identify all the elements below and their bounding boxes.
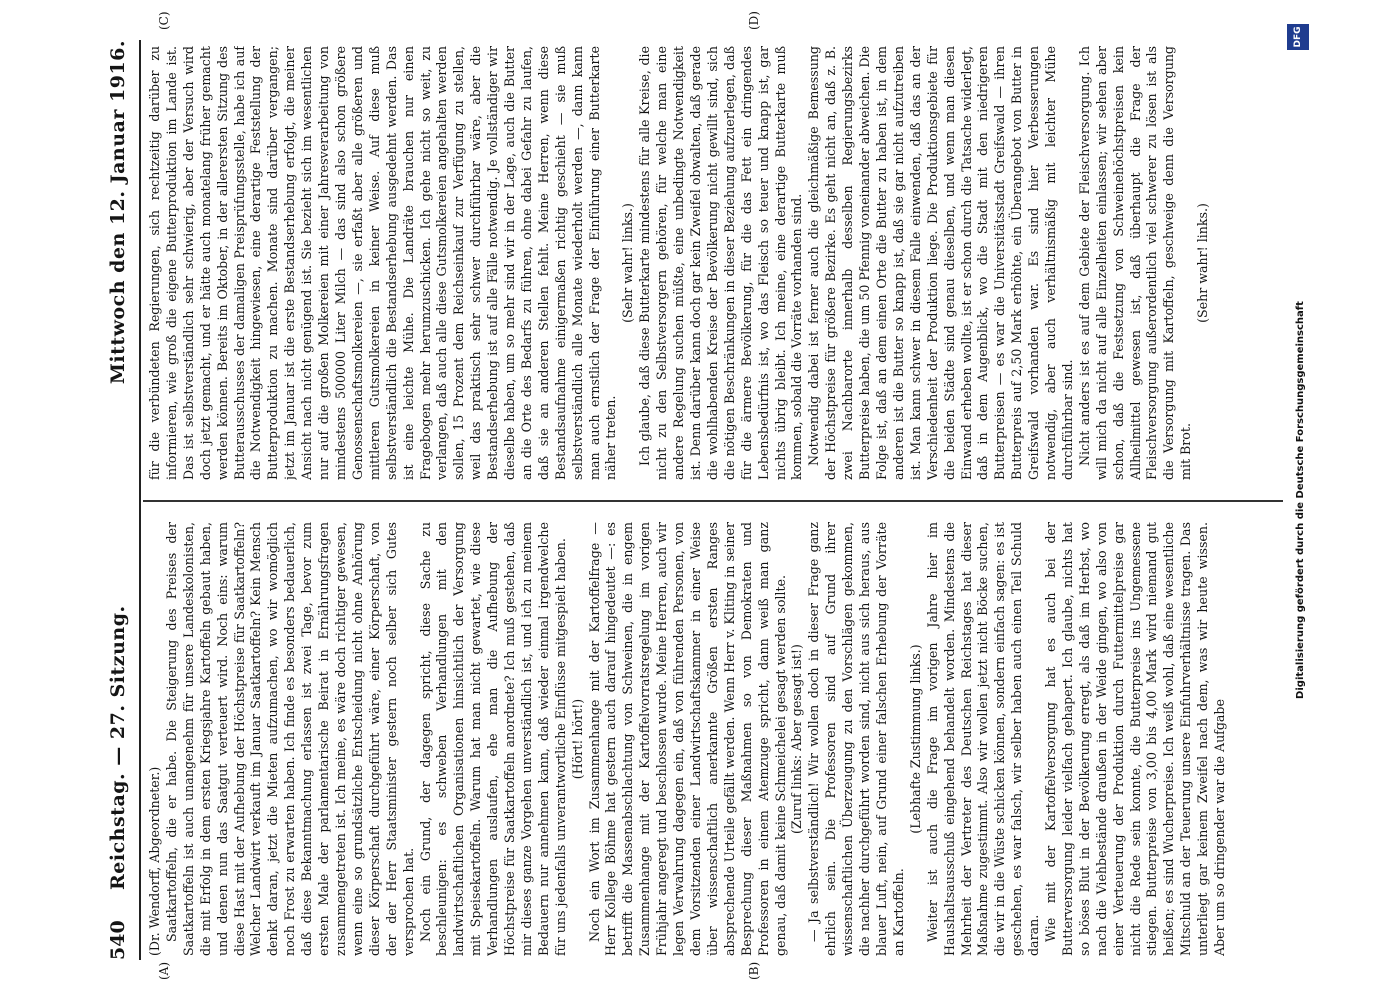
margin-mark-c: (C)	[156, 11, 171, 30]
paragraph: Wie mit der Kartoffelversorgung hat es auch bei der Butterversorgung leider vielfach gehapert. Ich glaube, nichts hat so böses Blut in der Bevölkerung erregt, als daß im Herbst, wo nach die Viehbestände draußen in der Weide gingen, wo also von einer Verteuerung der Produktion durch Futtermittelpreise gar nicht die Rede sein konnte, die Butterpreise ins Ungemessene stiegen. Butterpreise von 3,00 bis 4,00 Mark wird niemand gut heißen; es sind Wucherpreise. Ich weiß wohl, daß eine wesentliche Mitschuld an der Teuerung unsere Einfuhrverhältnisse tragen. Das unterliegt gar keinem Zweifel nach dem, was wir heute wissen. Aber um so dringender war die Aufgabe	[1042, 522, 1227, 956]
margin-mark-b: (B)	[746, 961, 761, 980]
paragraph: Saatkartoffeln, die er habe. Die Steigerung des Preises der Saatkartoffeln ist auch unangenehm für unsere Landeskolonisten, die mit Erfolg in dem ersten Kriegsjahre Kartoffeln gebaut haben, und denen nun das Saatgut verteuert wird. Noch eins: warum diese Hast mit der Aufhebung der Höchstpreise für Saatkartoffeln? Welcher Landwirt verkauft im Januar Saatkartoffeln? Kein Mensch denkt daran, jetzt die Mieten aufzumachen, wo wir womöglich noch Frost zu erwarten haben. Ich finde es besonders bedauerlich, daß diese Bekanntmachung erlassen ist zwei Tage, bevor zum ersten Male der parlamentarische Beirat in Ernährungsfragen zusammengetreten ist. Ich meine, es wäre doch richtiger gewesen, wenn eine so grundsätzliche Entscheidung nicht ohne Anhörung dieser Körperschaft durchgeführt wäre, einer Körperschaft, von der der Herr Staatsminister gestern noch selber sich Gutes versprochen hat.	[163, 522, 416, 956]
paragraph: Nicht anders ist es auf dem Gebiete der Fleischversorgung. Ich will mich da nicht auf alle Einzelheiten einlassen; wir sehen aber schon, daß die Festsetzung von Schweinehöchstpreisen kein Allheilmittel gewesen ist, daß überhaupt die Frage der Fleischversorgung außerordentlich viel schwerer zu lösen ist als die Versorgung mit Kartoffeln, geschweige denn die Versorgung mit Brot.	[1076, 46, 1193, 480]
header-right-title: Mittwoch den 12. Januar 1916.	[106, 40, 129, 385]
interjection: (Sehr wahr! links.)	[1194, 203, 1210, 323]
paragraph: für die verbündeten Regierungen, sich rechtzeitig darüber zu informieren, wie groß die eigene Butterproduktion im Lande ist. Das ist selbstverständlich sehr schwierig, aber der Versuch wird doch jetzt gemacht, und er hätte auch monatelang früher gemacht werden können. Bereits im Oktober, in der allerersten Sitzung des Butterausschusses der damaligen Preisprüfungsstelle, habe ich auf die Notwendigkeit hingewiesen, eine derartige Feststellung der Butterproduktion zu machen. Monate sind darüber vergangen; jetzt im Januar ist die erste Bestandserhebung erfolgt, die meiner Ansicht nach nicht genügend ist. Sie bezieht sich im wesentlichen nur auf die großen Molkereien mit einer Jahresverarbeitung von mindestens 500000 Liter Milch — das sind also schon größere Genossenschaftsmolkereien —, sie erfaßt aber alle größeren und mittleren Gutsmolkereien in keiner Weise. Auf diese muß selbstverständlich die Bestandserhebung ausgedehnt werden. Das ist eine leichte Mühe. Die Landräte brauchen nur einen Fragebogen mehr herumzuschicken. Ich gehe nicht so weit, zu verlangen, daß auch alle diese Gutsmolkereien angehalten werden sollen, 15 Prozent dem Reichseinkauf zur Verfügung zu stellen, weil das praktisch sehr schwer durchführbar wäre, aber die Bestandserhebung ist auf alle Fälle notwendig. Je vollständiger wir dieselbe haben, um so mehr sind wir in der Lage, auch die Butter an die Orte des Bedarfs zu führen, ohne dabei Gefahr zu laufen, daß sie an anderen Stellen fehlt. Meine Herren, wenn diese Bestandsaufnahme einigermaßen richtig geschieht — sie muß selbstverständlich alle Monate wiederholt werden —, dann kann man auch ernstlich der Frage der Einführung einer Butterkarte näher treten.	[146, 46, 618, 480]
interjection: (Lebhafte Zustimmung links.)	[907, 644, 923, 834]
document-page	[47, 11, 1337, 980]
right-column	[147, 46, 1267, 480]
speaker-line: (Dr. Wendorff, Abgeordneter.)	[146, 766, 162, 956]
interjection: (Hört! hört!)	[569, 698, 585, 780]
dfg-logo: DFG	[1287, 24, 1309, 50]
paragraph: Ich glaube, daß diese Butterkarte mindestens für alle Kreise, die nicht zu den Selbstversorgern gehören, für welche man eine andere Regelung suchen müßte, eine unbedingte Notwendigkeit ist. Denn darüber kann doch gar kein Zweifel obwalten, daß gerade die wohlhabenden Kreise der Bevölkerung nicht gewillt sind, sich die nötigen Beschränkungen in dieser Beziehung aufzuerlegen, daß für die ärmere Bevölkerung, für die das Fett ein dringendes Lebensbedürfnis ist, wo das Fleisch so teuer und knapp ist, gar nichts übrig bleibt. Ich meine, eine derartige Butterkarte muß kommen, sobald die Vorräte vorhanden sind.	[636, 46, 804, 480]
paragraph: — Ja selbstverständlich! Wir wollen doch in dieser Frage ganz ehrlich sein. Die Professoren sind auf Grund ihrer wissenschaftlichen Überzeugung zu den Vorschlägen gekommen, die nachher durchgeführt worden sind, nicht aus sich heraus, aus blauer Luft, nein, auf Grund einer falschen Erhebung der Vorräte an Kartoffeln.	[805, 522, 906, 956]
digitization-credit: Digitalisierung gefördert durch die Deutsche Forschungsgemeinschaft	[1294, 301, 1306, 699]
margin-mark-a: (A)	[156, 961, 171, 980]
paragraph: Notwendig dabei ist ferner auch die gleichmäßige Bemessung der Höchstpreise für größere Bezirke. Es geht nicht an, daß z. B. zwei Nachbarorte innerhalb desselben Regierungsbezirks Butterpreise haben, die um 50 Pfennig voneinander abweichen. Die Folge ist, daß an dem einen Orte die Butter zu haben ist, in dem anderen ist die Butter so knapp ist, daß sie gar nicht aufzutreiben ist. Man kann schwer in diesem Falle einwenden, daß das an der Verschiedenheit der Produktion liege. Die Produktionsgebiete für die beiden Städte sind genau dieselben, und wenn man diesen Einwand erheben wollte, ist er schon durch die Tatsache widerlegt, daß in dem Augenblick, wo die Stadt mit den niedrigeren Butterpreisen — es war die Universitätsstadt Greifswald — ihren Butterpreis auf 2,50 Mark erhöhte, ein Überangebot von Butter in Greifswald vorhanden war. Es sind hier Verbesserungen notwendig, aber auch verhältnismäßig mit leichter Mühe durchführbar sind.	[805, 46, 1075, 480]
interjection: (Sehr wahr! links.)	[619, 203, 635, 323]
column-divider	[143, 500, 1283, 502]
page-number: 540	[106, 920, 129, 960]
paragraph: Noch ein Grund, der dagegen spricht, diese Sache zu beschleunigen: es schweben Verhandlungen mit den landwirtschaftlichen Organisationen hinsichtlich der Versorgung mit Speisekartoffeln. Warum hat man nicht gewartet, wie diese Verhandlungen auslaufen, ehe man die Aufhebung der Höchstpreise für Saatkartoffeln anordnete? Ich muß gestehen, daß mir dieses ganze Vorgehen unverständlich ist, und ich zu meinem Bedauern nur annehmen kann, daß wieder einmal irgendwelche für uns jedenfalls unverantwortliche Einflüsse mitgespielt haben.	[417, 522, 568, 956]
header-left-title: Reichstag. — 27. Sitzung.	[106, 605, 129, 890]
interjection: (Zuruf links: Aber gesagt ist!)	[788, 644, 804, 834]
margin-mark-d: (D)	[746, 11, 761, 30]
paragraph: Weiter ist auch die Frage im vorigen Jahre hier im Haushaltsausschuß eingehend behandelt worden. Mindestens die Mehrheit der Vertreter des Deutschen Reichstages hat dieser Maßnahme zugestimmt. Also wir wollen jetzt nicht Böcke suchen, die wir in die Wüste schicken können, sondern einfach sagen: es ist geschehen, es war falsch, wir selber haben auch einen Teil Schuld daran.	[924, 522, 1041, 956]
left-column	[147, 522, 1267, 956]
running-header	[101, 40, 135, 960]
header-rule	[139, 40, 141, 960]
paragraph: Noch ein Wort im Zusammenhange mit der Kartoffelfrage — Herr Kollege Böhme hat gestern auch darauf hingedeutet —: es betrifft die Massenabschlachtung von Schweinen, die in engem Zusammenhange mit der Kartoffelvorratsregelung im vorigen Frühjahr angeregt und beschlossen wurde. Meine Herren, auch wir legen Verwahrung dagegen ein, daß von führenden Personen, von dem Vorsitzenden einer Landwirtschaftskammer in einer Weise über wissenschaftlich anerkannte Größen ersten Ranges absprechende Urteile gefällt werden. Wenn Herr v. Kliting in seiner Besprechung dieser Maßnahmen so von Demokraten und Professoren in einem Atemzuge spricht, dann weiß man ganz genau, daß damit keine Schmeichelei gesagt werden sollte.	[586, 522, 788, 956]
